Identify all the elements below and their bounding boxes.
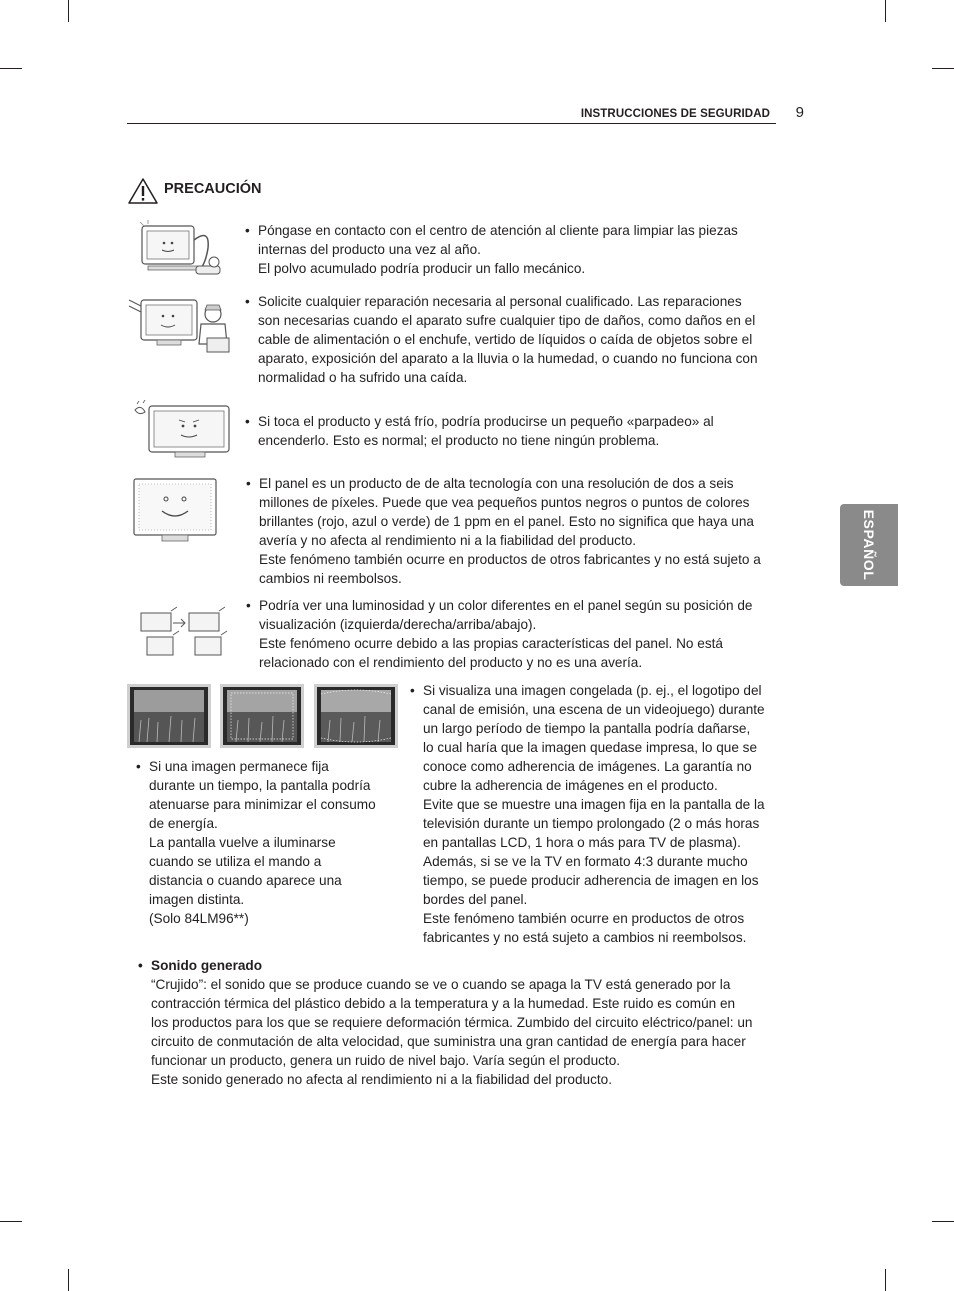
crop-mark (885, 0, 886, 22)
header-rule (127, 123, 776, 124)
page-header (127, 104, 807, 124)
caution-title: PRECAUCIÓN (164, 181, 262, 197)
tv-pixel-panel-illustration (132, 477, 218, 545)
sound-title: Sonido generado (151, 958, 263, 973)
tv-cold-flicker-illustration (131, 400, 233, 462)
crop-mark (0, 1221, 22, 1222)
section-title: INSTRUCCIONES DE SEGURIDAD (580, 108, 770, 120)
warning-triangle-icon (127, 177, 159, 205)
language-tab (840, 504, 898, 586)
crop-mark (68, 0, 69, 22)
crop-mark (932, 1221, 954, 1222)
crop-mark (885, 1269, 886, 1291)
language-tab-label: ESPAÑOL (861, 509, 877, 581)
tv-viewing-angle-illustration (137, 605, 231, 661)
still-image-photo-3 (314, 684, 398, 748)
crop-mark (68, 1269, 69, 1291)
crop-mark (932, 68, 954, 69)
tv-repair-technician-illustration (127, 292, 239, 358)
crop-mark (0, 68, 22, 69)
tv-cleaning-vacuum-illustration (138, 218, 230, 280)
page-number: 9 (795, 104, 804, 121)
still-image-photo-1 (127, 684, 211, 748)
still-image-photo-2 (220, 684, 304, 748)
